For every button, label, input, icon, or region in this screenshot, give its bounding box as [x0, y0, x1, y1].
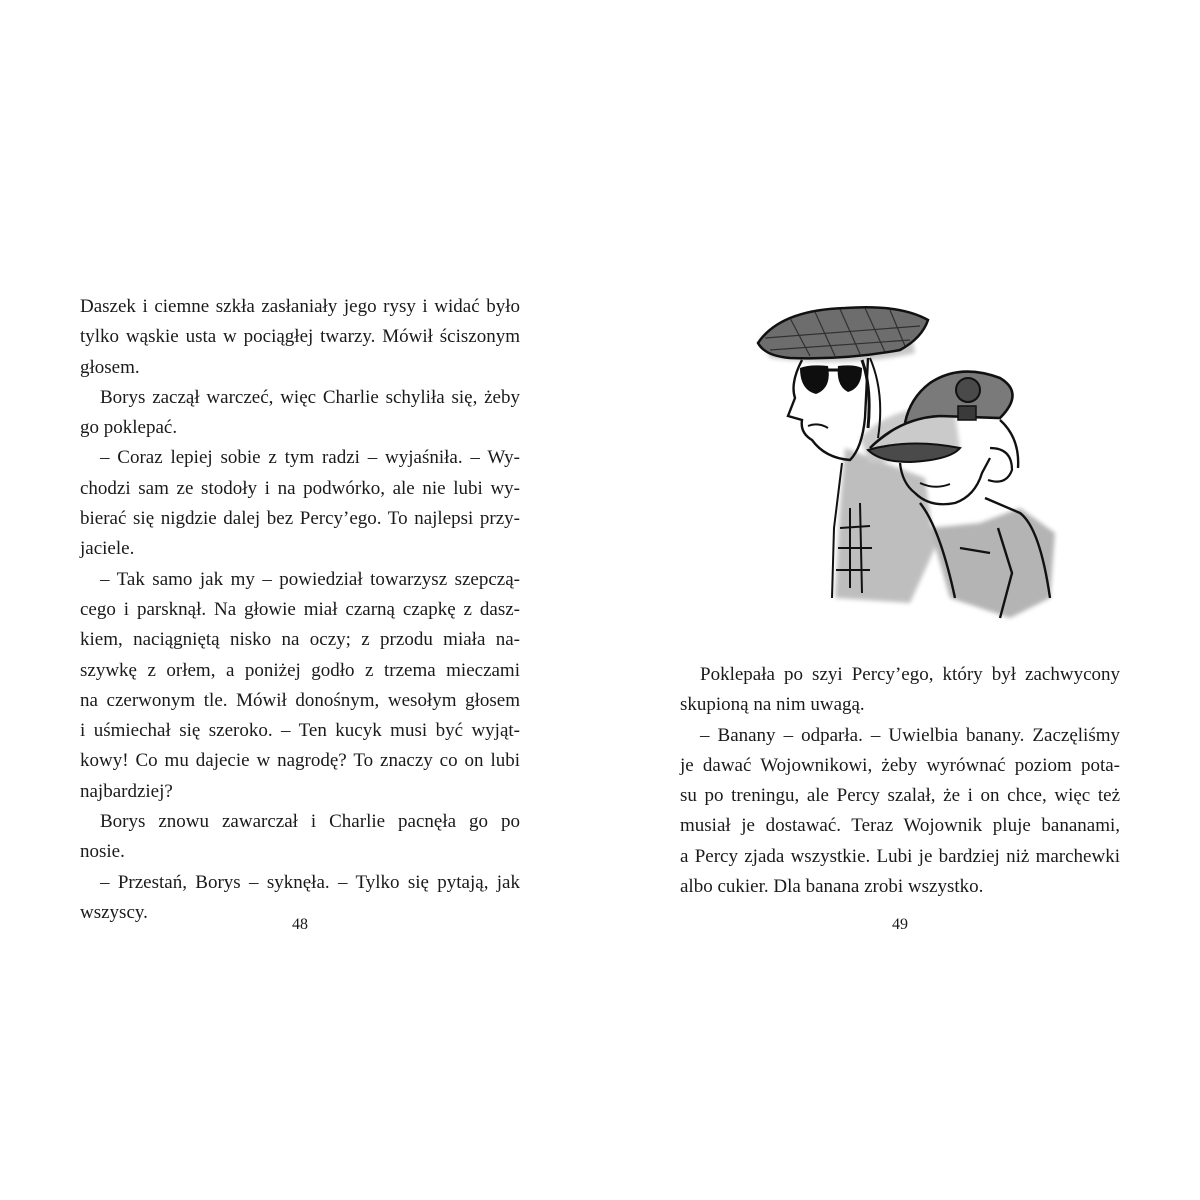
text-line: bierać się nigdzie dalej bez Percy’ego. To najlepsi przy-	[80, 508, 520, 530]
text-line: albo cukier. Dla banana zrobi wszystko.	[680, 876, 984, 898]
left-page-text	[80, 292, 520, 928]
text-line: – Coraz lepiej sobie z tym radzi – wyjaśniła. – Wy-	[100, 447, 520, 469]
text-line: musiał je dostawać. Teraz Wojownik pluje bananami,	[680, 815, 1120, 837]
text-line: a Percy zjada wszystkie. Lubi je bardziej niż marchewki	[680, 845, 1120, 867]
text-line: szywkę z orłem, a poniżej godło z trzema mieczami	[80, 659, 520, 681]
text-line: kowy! Co mu dajecie w nagrodę? To znaczy co on lubi	[80, 750, 520, 772]
text-line: skupioną na nim uwagą.	[680, 694, 865, 716]
right-page	[600, 0, 1200, 1200]
text-line: cego i parsknął. Na głowie miał czarną czapkę z dasz-	[80, 598, 520, 620]
text-line: na czerwonym tle. Mówił donośnym, wesołym głosem	[80, 689, 520, 711]
page-number-left: 48	[292, 916, 308, 933]
text-line: Daszek i ciemne szkła zasłaniały jego rysy i widać było	[80, 296, 520, 317]
text-line: kiem, naciągniętą nisko na oczy; z przodu miała na-	[80, 629, 520, 651]
text-line: go poklepać.	[80, 417, 178, 439]
text-line: – Banany – odparła. – Uwielbia banany. Zaczęliśmy	[700, 724, 1120, 746]
text-line: chodzi sam ze stodoły i na podwórko, ale nie lubi wy-	[80, 477, 520, 499]
text-line: – Przestań, Borys – syknęła. – Tylko się pytają, jak	[100, 871, 520, 893]
text-line: najbardziej?	[80, 780, 173, 802]
page-number-right: 49	[892, 916, 908, 933]
right-page-text	[680, 660, 1120, 902]
text-line: jaciele.	[80, 538, 135, 560]
text-line: – Tak samo jak my – powiedział towarzysz szepczą-	[100, 568, 520, 590]
text-line: i uśmiechał się szeroko. – Ten kucyk musi być wyjąt-	[80, 720, 520, 742]
text-line: Poklepała po szyi Percy’ego, który był zachwycony	[700, 664, 1120, 685]
text-line: nosie.	[80, 841, 125, 863]
text-line: głosem.	[80, 356, 140, 378]
text-line: tylko wąskie usta w pociągłej twarzy. Mówił ściszonym	[80, 326, 520, 348]
text-line: Borys znowu zawarczał i Charlie pacnęła go po	[100, 811, 520, 833]
text-line: su po treningu, ale Percy szalał, że i on chce, więc też	[680, 785, 1120, 807]
text-line: je dawać Wojownikowi, żeby wyrównać poziom pota-	[680, 754, 1120, 776]
text-line: wszyscy.	[80, 901, 148, 923]
ink-illustration	[750, 298, 1070, 634]
text-line: Borys zaczął warczeć, więc Charlie schyliła się, żeby	[100, 386, 520, 408]
